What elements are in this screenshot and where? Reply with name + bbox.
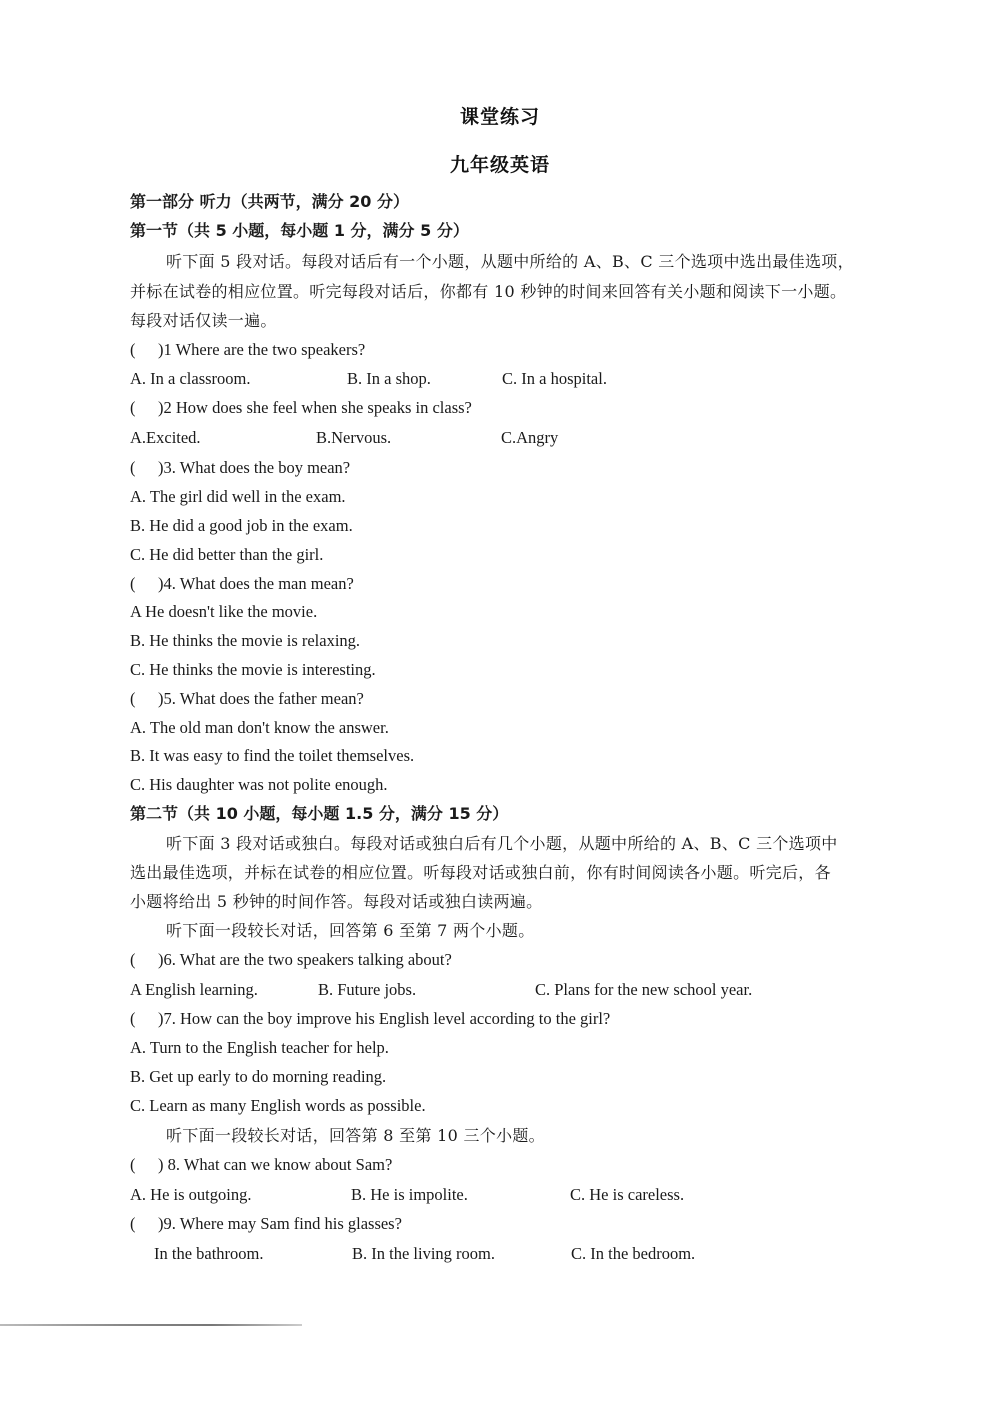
question-stem: ) 8. What can we know about Sam? [158, 1155, 393, 1174]
page-title: 课堂练习 [459, 106, 540, 128]
question-5 [130, 689, 364, 709]
page-subtitle: 九年级英语 [449, 154, 550, 176]
q9-option-c: C. In the bedroom. [571, 1244, 696, 1263]
question-stem: )4. What does the man mean? [158, 574, 354, 593]
q5-option-b: B. It was easy to find the toilet themselves. [130, 746, 415, 765]
section1-instruction-1: 听下面 5 段对话。每段对话后有一个小题，从题中所给的 A、B、C 三个选项中选出最佳选项， [166, 252, 854, 271]
section2-instruction-1: 听下面 3 段对话或独白。每段对话或独白后有几个小题，从题中所给的 A、B、C 三个选项中 [166, 834, 838, 853]
q1-option-b: B. In a shop. [347, 369, 431, 388]
question-stem: )9. Where may Sam find his glasses? [158, 1214, 402, 1233]
q8-option-b: B. He is impolite. [351, 1185, 468, 1204]
q6-option-c: C. Plans for the new school year. [535, 980, 753, 999]
question-4 [130, 574, 354, 594]
q4-option-b: B. He thinks the movie is relaxing. [130, 631, 361, 650]
q7-option-a: A. Turn to the English teacher for help. [130, 1038, 389, 1057]
q6-option-a: A English learning. [130, 980, 258, 999]
q2-option-c: C.Angry [501, 428, 559, 447]
footer-divider [0, 1324, 302, 1326]
question-stem: )1 Where are the two speakers? [158, 340, 366, 359]
section2-instruction-2: 选出最佳选项，并标在试卷的相应位置。听每段对话或独白前，你有时间阅读各小题。听完后，各 [130, 863, 831, 882]
q4-option-a: A He doesn't like the movie. [130, 602, 318, 621]
q3-option-a: A. The girl did well in the exam. [130, 487, 346, 506]
q7-option-b: B. Get up early to do morning reading. [130, 1067, 387, 1086]
q3-option-b: B. He did a good job in the exam. [130, 516, 353, 535]
question-9 [130, 1214, 402, 1234]
q8-option-c: C. He is careless. [570, 1185, 685, 1204]
answer-blank[interactable]: ( [130, 574, 136, 593]
question-stem: )6. What are the two speakers talking about? [158, 950, 452, 969]
question-stem: )3. What does the boy mean? [158, 458, 351, 477]
q9-option-b: B. In the living room. [352, 1244, 495, 1263]
answer-blank[interactable]: ( [130, 950, 136, 969]
section2-heading: 第二节（共 10 小题，每小题 1.5 分，满分 15 分） [130, 804, 509, 823]
answer-blank[interactable]: ( [130, 1009, 136, 1028]
section1-heading: 第一节（共 5 小题，每小题 1 分，满分 5 分） [130, 221, 469, 240]
question-1 [130, 340, 365, 360]
q2-option-a: A.Excited. [130, 428, 201, 447]
q6-option-b: B. Future jobs. [318, 980, 417, 999]
question-3 [130, 458, 350, 478]
q1-option-c: C. In a hospital. [502, 369, 607, 388]
answer-blank[interactable]: ( [130, 398, 136, 417]
q5-option-c: C. His daughter was not polite enough. [130, 775, 388, 794]
dialogue1-intro: 听下面一段较长对话，回答第 6 至第 7 两个小题。 [166, 921, 535, 940]
section1-instruction-3: 每段对话仅读一遍。 [130, 311, 277, 330]
q7-option-c: C. Learn as many English words as possible. [130, 1096, 426, 1115]
question-2 [130, 398, 472, 418]
dialogue2-intro: 听下面一段较长对话，回答第 8 至第 10 三个小题。 [166, 1126, 545, 1145]
answer-blank[interactable]: ( [130, 1155, 136, 1174]
question-stem: )2 How does she feel when she speaks in class? [158, 398, 472, 417]
answer-blank[interactable]: ( [130, 1214, 136, 1233]
q8-option-a: A. He is outgoing. [130, 1185, 252, 1204]
question-stem: )7. How can the boy improve his English level according to the girl? [158, 1009, 611, 1028]
q4-option-c: C. He thinks the movie is interesting. [130, 660, 376, 679]
question-stem: )5. What does the father mean? [158, 689, 364, 708]
question-7 [130, 1009, 610, 1029]
section1-instruction-2: 并标在试卷的相应位置。听完每段对话后，你都有 10 秒钟的时间来回答有关小题和阅读下一小题。 [130, 282, 847, 301]
q9-option-a: In the bathroom. [154, 1244, 264, 1263]
q3-option-c: C. He did better than the girl. [130, 545, 324, 564]
answer-blank[interactable]: ( [130, 689, 136, 708]
section2-instruction-3: 小题将给出 5 秒钟的时间作答。每段对话或独白读两遍。 [130, 892, 543, 911]
answer-blank[interactable]: ( [130, 340, 136, 359]
question-6 [130, 950, 452, 970]
answer-blank[interactable]: ( [130, 458, 136, 477]
q1-option-a: A. In a classroom. [130, 369, 251, 388]
q2-option-b: B.Nervous. [316, 428, 392, 447]
q5-option-a: A. The old man don't know the answer. [130, 718, 389, 737]
question-8 [130, 1155, 392, 1175]
part1-heading: 第一部分 听力（共两节，满分 20 分） [130, 192, 409, 211]
